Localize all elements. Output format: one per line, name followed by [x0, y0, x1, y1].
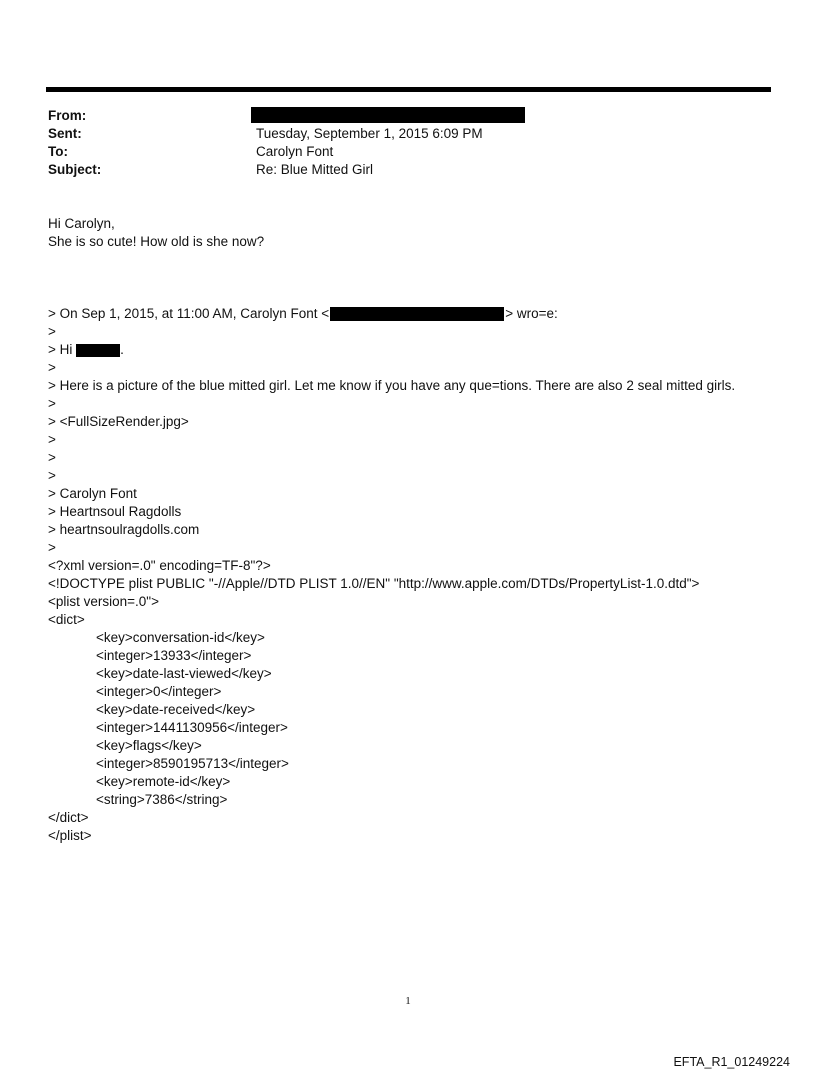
quoted-line: > — [48, 450, 56, 465]
quoted-line: > Carolyn Font — [48, 486, 137, 501]
plist-line: <key>date-received</key> — [96, 702, 256, 717]
plist-line: <dict> — [48, 612, 85, 627]
sent-label: Sent: — [48, 126, 82, 141]
plist-line: <?xml version=.0" encoding=TF-8"?> — [48, 558, 271, 573]
email-header — [48, 107, 768, 179]
to-row — [48, 143, 768, 161]
header-rule — [46, 87, 771, 92]
to-value: Carolyn Font — [256, 144, 334, 159]
quoted-line-text: > wro=e: — [505, 306, 558, 321]
quoted-line: > heartnsoulragdolls.com — [48, 522, 200, 537]
plist-line: <!DOCTYPE plist PUBLIC "-//Apple//DTD PLIST 1.0//EN" "http://www.apple.com/DTDs/PropertyList-1.0.dtd"> — [48, 576, 700, 591]
quoted-line: > — [48, 360, 56, 375]
quoted-line: > — [48, 432, 56, 447]
quoted-line: > — [48, 396, 56, 411]
plist-line: </plist> — [48, 828, 92, 843]
quoted-message — [48, 305, 788, 845]
quoted-line-text: . — [120, 342, 124, 357]
body-line: Hi Carolyn, — [48, 216, 115, 231]
plist-line: <plist version=.0"> — [48, 594, 159, 609]
sent-row — [48, 125, 768, 143]
from-row — [48, 107, 768, 125]
page-number: 1 — [405, 995, 411, 1007]
body-line: She is so cute! How old is she now? — [48, 234, 265, 249]
quoted-line-text: > Hi — [48, 342, 77, 357]
plist-line: <key>remote-id</key> — [96, 774, 231, 789]
quoted-line-text: > On Sep 1, 2015, at 11:00 AM, Carolyn Font < — [48, 306, 330, 321]
plist-line: <key>flags</key> — [96, 738, 202, 753]
quoted-line — [48, 305, 788, 323]
name-redaction — [76, 344, 120, 357]
document-id: EFTA_R1_01249224 — [673, 1055, 790, 1069]
plist-line: <integer>13933</integer> — [96, 648, 252, 663]
quoted-line: > Heartnsoul Ragdolls — [48, 504, 182, 519]
from-redaction — [251, 107, 525, 123]
quoted-line: > — [48, 468, 56, 483]
sent-value: Tuesday, September 1, 2015 6:09 PM — [256, 126, 483, 141]
plist-line: </dict> — [48, 810, 89, 825]
email-body — [48, 215, 778, 251]
quoted-line — [48, 341, 788, 359]
plist-line: <key>date-last-viewed</key> — [96, 666, 272, 681]
subject-row — [48, 161, 768, 179]
quoted-line: > — [48, 324, 56, 339]
subject-label: Subject: — [48, 162, 102, 177]
email-redaction — [330, 307, 504, 321]
quoted-line: > <FullSizeRender.jpg> — [48, 414, 189, 429]
from-label: From: — [48, 108, 87, 123]
to-label: To: — [48, 144, 68, 159]
quoted-line: > Here is a picture of the blue mitted girl. Let me know if you have any que=tions. There are also 2 seal mitted girls. — [48, 378, 736, 393]
quoted-line: > — [48, 540, 56, 555]
plist-line: <integer>1441130956</integer> — [96, 720, 288, 735]
plist-line: <string>7386</string> — [96, 792, 228, 807]
plist-line: <integer>0</integer> — [96, 684, 222, 699]
plist-line: <integer>8590195713</integer> — [96, 756, 289, 771]
plist-line: <key>conversation-id</key> — [96, 630, 265, 645]
subject-value: Re: Blue Mitted Girl — [256, 162, 374, 177]
